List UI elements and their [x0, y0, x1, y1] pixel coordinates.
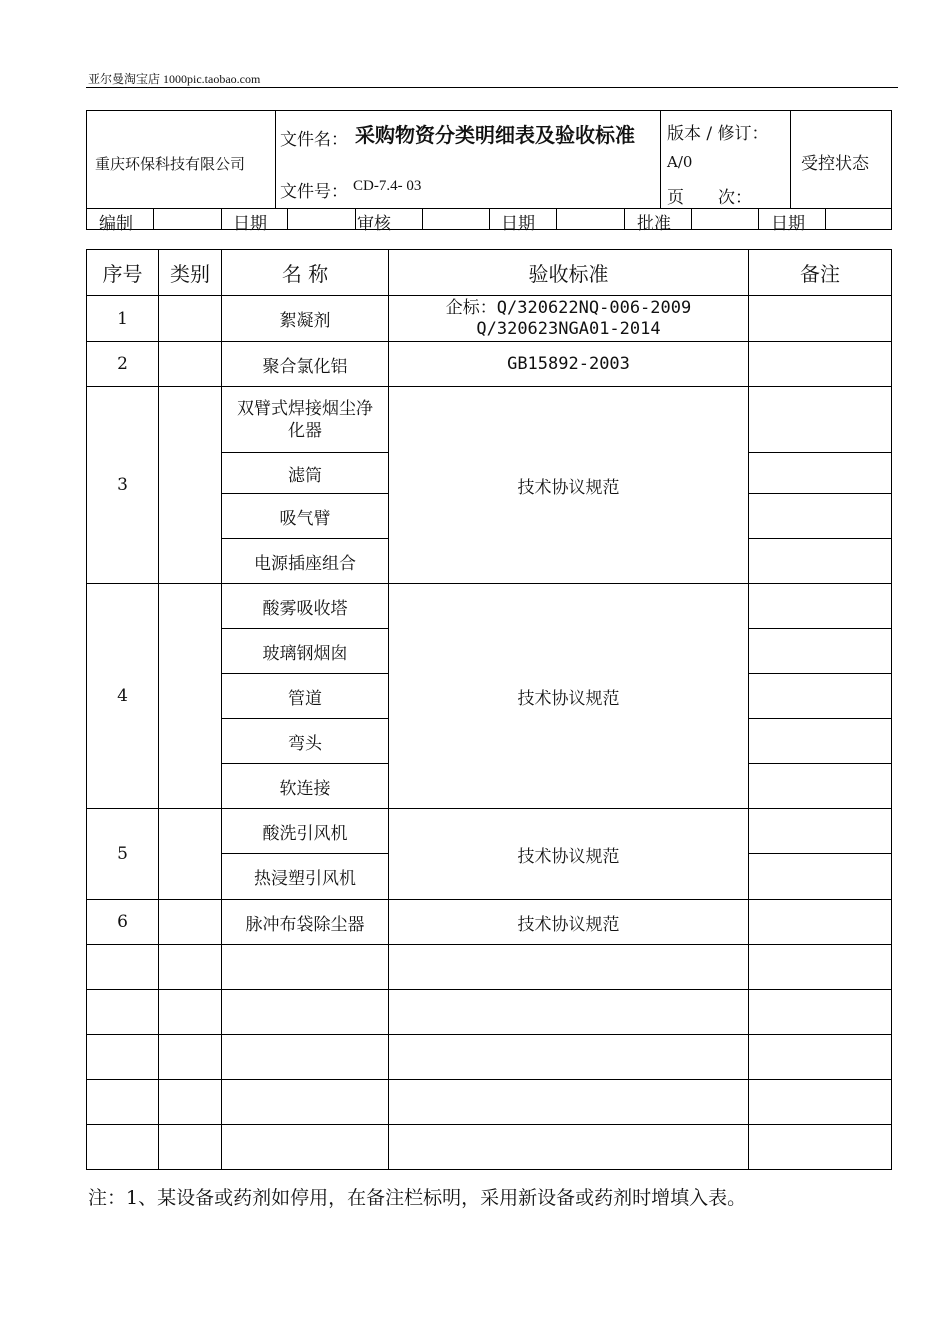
item-name: 脉冲布袋除尘器 — [222, 900, 389, 945]
empty-cell — [389, 1080, 749, 1125]
remark-cell — [749, 900, 892, 945]
item-name: 玻璃钢烟囱 — [222, 629, 389, 674]
divider — [556, 208, 557, 229]
item-name: 双臂式焊接烟尘净化器 — [222, 387, 389, 453]
empty-cell — [749, 1080, 892, 1125]
empty-cell — [222, 945, 389, 990]
item-name: 热浸塑引风机 — [222, 854, 389, 900]
item-name: 弯头 — [222, 719, 389, 764]
empty-cell — [159, 945, 222, 990]
item-name: 软连接 — [222, 764, 389, 809]
standard-cell: 技术协议规范 — [389, 584, 749, 809]
empty-row — [87, 990, 892, 1035]
table-row — [87, 387, 892, 453]
table-row — [87, 809, 892, 854]
remark-cell — [749, 494, 892, 539]
empty-cell — [222, 990, 389, 1035]
row-no: 4 — [87, 584, 159, 809]
row-no: 6 — [87, 900, 159, 945]
page-label: 页 次： — [667, 188, 752, 208]
divider — [287, 208, 288, 229]
col-header-no: 序号 — [87, 250, 159, 296]
empty-cell — [749, 990, 892, 1035]
col-header-remark: 备注 — [749, 250, 892, 296]
standard-cell: 技术协议规范 — [389, 900, 749, 945]
sign-label-date: 日期 — [233, 214, 267, 234]
empty-cell — [749, 1125, 892, 1170]
empty-cell — [222, 1035, 389, 1080]
row-no: 3 — [87, 387, 159, 584]
row-category — [159, 296, 222, 342]
standard-cell: GB15892-2003 — [389, 342, 749, 387]
remark-cell — [749, 764, 892, 809]
item-name: 酸洗引风机 — [222, 809, 389, 854]
control-status: 受控状态 — [801, 154, 869, 174]
row-no: 2 — [87, 342, 159, 387]
empty-cell — [159, 1035, 222, 1080]
empty-cell — [159, 1080, 222, 1125]
document-header — [86, 110, 892, 234]
divider — [489, 208, 490, 229]
item-name: 电源插座组合 — [222, 539, 389, 584]
empty-cell — [87, 1035, 159, 1080]
footnote: 注：1、某设备或药剂如停用，在备注栏标明，采用新设备或药剂时增填入表。 — [88, 1187, 747, 1209]
col-header-standard: 验收标准 — [389, 250, 749, 296]
item-name: 聚合氯化铝 — [222, 342, 389, 387]
item-name: 管道 — [222, 674, 389, 719]
empty-cell — [87, 945, 159, 990]
procurement-table — [86, 249, 892, 1170]
empty-cell — [389, 1125, 749, 1170]
divider — [221, 208, 222, 229]
divider — [825, 208, 826, 229]
empty-cell — [222, 1080, 389, 1125]
version-value: A/0 — [667, 153, 693, 171]
item-name: 吸气臂 — [222, 494, 389, 539]
sign-label-approved: 批准 — [637, 214, 671, 234]
row-category — [159, 809, 222, 900]
watermark-text: 亚尔曼淘宝店 1000pic.taobao.com — [88, 72, 261, 86]
divider — [355, 208, 356, 229]
divider — [153, 208, 154, 229]
item-name: 滤筒 — [222, 453, 389, 494]
company-name: 重庆环保科技有限公司 — [95, 155, 246, 173]
empty-cell — [749, 1035, 892, 1080]
table-row — [87, 900, 892, 945]
remark-cell — [749, 453, 892, 494]
remark-cell — [749, 719, 892, 764]
divider — [422, 208, 423, 229]
divider — [790, 111, 791, 208]
watermark-rule — [86, 87, 898, 88]
standard-line: 企标：Q/320622NQ-006-2009 — [445, 297, 692, 318]
remark-cell — [749, 674, 892, 719]
sign-label-date: 日期 — [501, 214, 535, 234]
empty-cell — [87, 1125, 159, 1170]
divider — [624, 208, 625, 229]
standard-cell: 技术协议规范 — [389, 387, 749, 584]
empty-cell — [389, 945, 749, 990]
remark-cell — [749, 854, 892, 900]
empty-row — [87, 1125, 892, 1170]
empty-cell — [222, 1125, 389, 1170]
row-category — [159, 387, 222, 584]
empty-row — [87, 1080, 892, 1125]
standard-line: Q/320623NGA01-2014 — [476, 318, 661, 339]
col-header-name: 名 称 — [222, 250, 389, 296]
divider — [758, 208, 759, 229]
row-no: 5 — [87, 809, 159, 900]
file-no: CD-7.4- 03 — [353, 178, 422, 194]
file-name: 采购物资分类明细表及验收标准 — [355, 123, 635, 147]
version-label: 版本 / 修订： — [667, 124, 769, 144]
empty-cell — [159, 990, 222, 1035]
row-category — [159, 342, 222, 387]
file-no-label: 文件号： — [280, 182, 348, 202]
empty-cell — [87, 990, 159, 1035]
empty-cell — [159, 1125, 222, 1170]
standard-cell — [389, 296, 749, 342]
sign-label-reviewed: 审核 — [357, 214, 391, 234]
item-name: 絮凝剂 — [222, 296, 389, 342]
table-header-row — [87, 250, 892, 296]
sign-label-date: 日期 — [771, 214, 805, 234]
remark-cell — [749, 387, 892, 453]
remark-cell — [749, 809, 892, 854]
remark-cell — [749, 629, 892, 674]
remark-cell — [749, 342, 892, 387]
divider — [691, 208, 692, 229]
remark-cell — [749, 539, 892, 584]
sign-label-prepared: 编制 — [99, 214, 133, 234]
remark-cell — [749, 296, 892, 342]
empty-row — [87, 1035, 892, 1080]
divider — [660, 111, 661, 208]
empty-row — [87, 945, 892, 990]
col-header-category: 类别 — [159, 250, 222, 296]
item-name: 酸雾吸收塔 — [222, 584, 389, 629]
remark-cell — [749, 584, 892, 629]
table-row — [87, 342, 892, 387]
empty-cell — [389, 990, 749, 1035]
empty-cell — [389, 1035, 749, 1080]
row-category — [159, 900, 222, 945]
row-no: 1 — [87, 296, 159, 342]
standard-cell: 技术协议规范 — [389, 809, 749, 900]
divider — [275, 111, 276, 208]
file-name-label: 文件名： — [280, 130, 348, 150]
row-category — [159, 584, 222, 809]
table-row — [87, 296, 892, 342]
empty-cell — [87, 1080, 159, 1125]
empty-cell — [749, 945, 892, 990]
table-row — [87, 584, 892, 629]
